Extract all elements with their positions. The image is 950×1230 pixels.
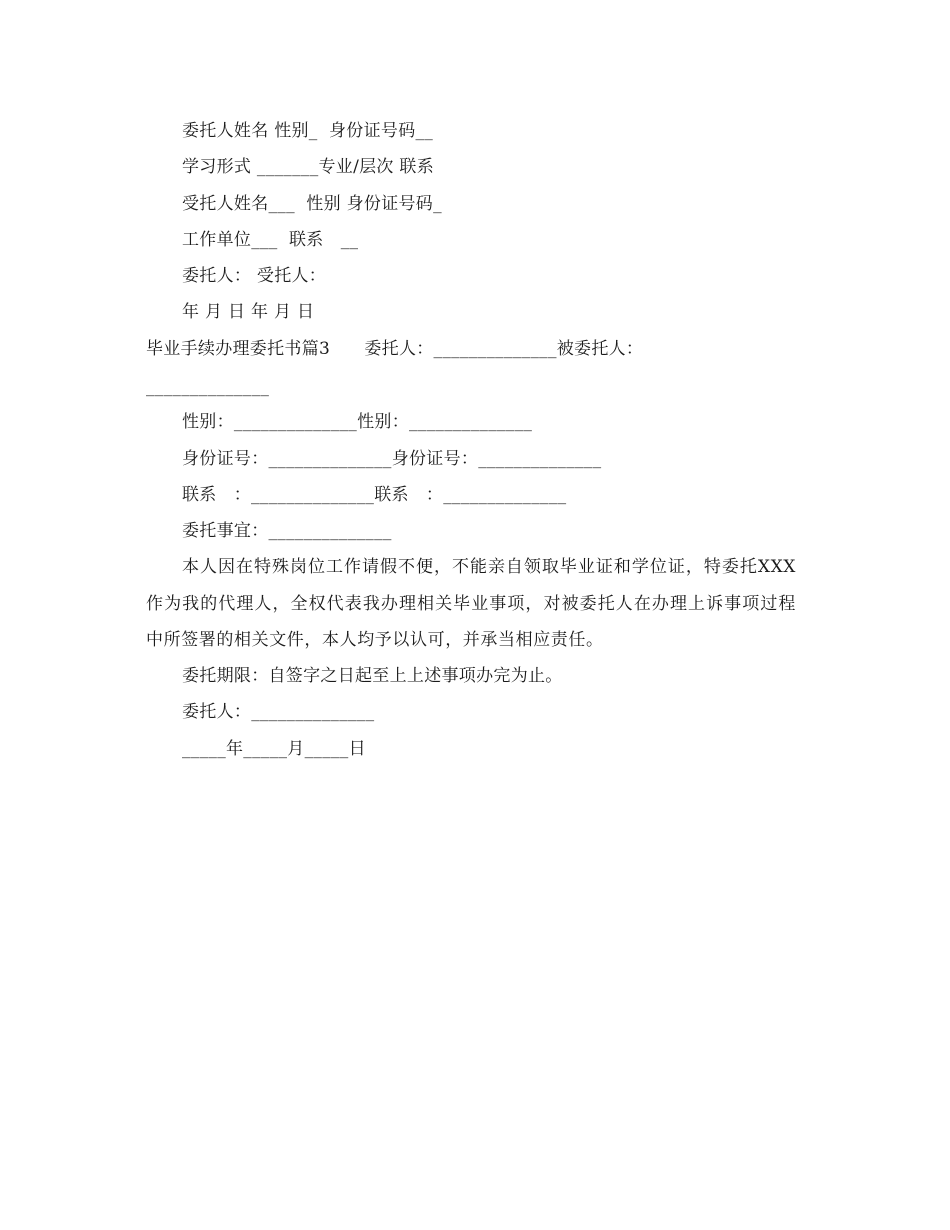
- delegator-info-line: 委托人姓名 性别_ 身份证号码__: [182, 121, 434, 141]
- signatures-line: 委托人： 受托人：: [182, 266, 327, 286]
- gender-line: 性别：______________性别：______________: [182, 412, 533, 432]
- work-unit-line: 工作单位___ 联系 __: [182, 230, 359, 250]
- contact-line: 联系 ：______________联系 ：______________: [182, 485, 567, 505]
- study-form-line: 学习形式 _______专业/层次 联系: [182, 157, 435, 177]
- trustee-info-line: 受托人姓名___ 性别 身份证号码_: [182, 194, 442, 214]
- signature-date-line: _____年_____月_____日: [182, 739, 366, 759]
- dates-line: 年 月 日 年 月 日: [182, 302, 315, 322]
- delegator-signature-line: 委托人：______________: [182, 702, 375, 722]
- id-number-line: 身份证号：______________身份证号：______________: [182, 449, 602, 469]
- period-line: 委托期限：自签字之日起至上上述事项办完为止。: [182, 666, 563, 686]
- delegation-paragraph: 本人因在特殊岗位工作请假不便，不能亲自领取毕业证和学位证，特委托XXX作为我的代理人，全权代表我办理相关毕业事项，对被委托人在办理上诉事项过程中所签署的相关文件，本人均予以认可，并承当相应责任。: [146, 557, 796, 650]
- matters-line: 委托事宜：______________: [182, 521, 392, 541]
- section-title-line: 毕业手续办理委托书篇3 委托人：______________被委托人：: [146, 339, 644, 359]
- trustee-blank-line: ______________: [146, 377, 270, 397]
